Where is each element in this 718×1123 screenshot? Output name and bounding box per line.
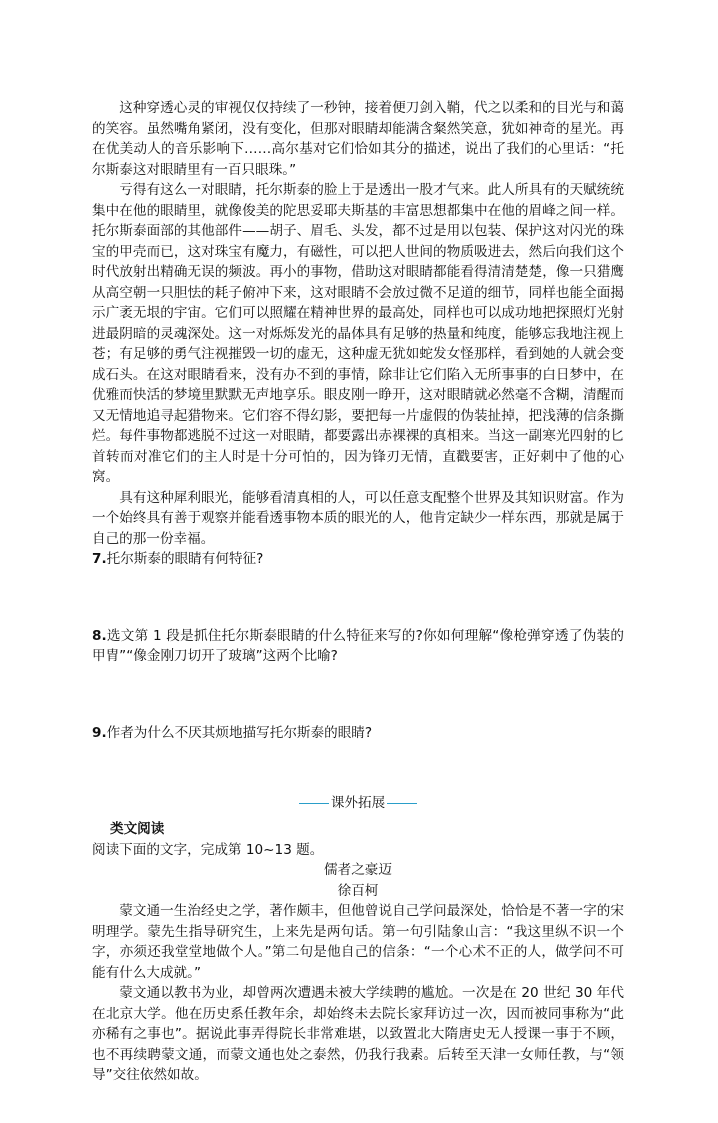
article-title: 儒者之豪迈 xyxy=(324,862,392,878)
article-paragraph-1: 蒙文通一生治经史之学，著作颇丰，但他曾说自己学问最深处，恰恰是不著一字的宋明理学。蒙先生指导研究生，上来先是两句话。第一句引陆象山言：“我这里纵不识一个字，亦须还我堂堂地做个人。”第二句是他自己的信条：“一个心术不正的人，做学问不可能有什么大成就。” xyxy=(92,903,624,981)
question-9 xyxy=(92,723,624,744)
passage-paragraph-1: 这种穿透心灵的审视仅仅持续了一秒钟，接着便刀剑入鞘，代之以柔和的目光与和蔼的笑容。虽然嘴角紧闭，没有变化，但那对眼睛却能满含粲然笑意，犹如神奇的星光。再在优美动人的音乐影响下……高尔基对它们恰如其分的描述，说出了我们的心里话：“托尔斯泰这对眼睛里有一百只眼珠。” xyxy=(92,100,624,178)
section-instruction: 阅读下面的文字，完成第 10~13 题。 xyxy=(92,841,324,858)
question-9-text: 作者为什么不厌其烦地描写托尔斯泰的眼睛? xyxy=(106,724,373,741)
article-author: 徐百柯 xyxy=(337,882,379,899)
question-7-text: 托尔斯泰的眼睛有何特征? xyxy=(106,551,264,567)
question-9-number: 9. xyxy=(92,724,107,741)
question-8-number: 8. xyxy=(92,627,107,644)
section-header-right-line xyxy=(387,803,417,804)
passage-paragraph-3: 具有这种犀利眼光，能够看清真相的人，可以任意支配整个世界及其知识财富。作为一个始终具有善于观察并能看透事物本质的眼光的人，他肯定缺少一样东西，那就是属于自己的那一份幸福。 xyxy=(92,489,624,547)
document-content xyxy=(92,98,624,1086)
section-header-text: 课外拓展 xyxy=(330,794,386,811)
question-8 xyxy=(92,626,624,667)
section-header xyxy=(92,793,624,813)
section-subheading: 类文阅读 xyxy=(110,821,165,837)
question-7 xyxy=(92,549,624,570)
article-paragraph-2: 蒙文通以教书为业，却曾两次遭遇未被大学续聘的尴尬。一次是在 20 世纪 30 年代在北京大学。他在历史系任教年余，却始终未去院长家拜访过一次，因而被同事称为“此亦稀有之事也”。据说此事弄得院长非常难堪，以致置北大隋唐史无人授课一事于不顾，也不再续聘蒙文通，而蒙文通也处之泰然，仍我行我素。后转至天津一女师任教，与“领导”交往依然如故。 xyxy=(92,985,624,1083)
section-header-left-line xyxy=(299,803,329,804)
question-7-number: 7. xyxy=(92,551,107,567)
passage-paragraph-2: 亏得有这么一对眼睛，托尔斯泰的脸上于是透出一股才气来。此人所具有的天赋统统集中在他的眼睛里，就像俊美的陀思妥耶夫斯基的丰富思想都集中在他的眉峰之间一样。托尔斯泰面部的其他部件——胡子、眉毛、头发，都不过是用以包装、保护这对闪光的珠宝的甲壳而已，这对珠宝有魔力，有磁性，可以把人世间的物质吸进去，然后向我们这个时代放射出精确无误的频波。再小的事物，借助这对眼睛都能看得清清楚楚，像一只猎鹰从高空朝一只胆怯的耗子俯冲下来，这对眼睛不会放过微不足道的细节，同样也能全面揭示广袤无垠的宇宙。它们可以照耀在精神世界的最高处，同样也可以成功地把探照灯光射进最阴暗的灵魂深处。这一对烁烁发光的晶体具有足够的热量和纯度，能够忘我地注视上苍；有足够的勇气注视摧毁一切的虚无，这种虚无犹如蛇发女怪那样，看到她的人就会变成石头。在这对眼睛看来，没有办不到的事情，除非让它们陷入无所事事的白日梦中，在优雅而快活的梦境里默默无声地享乐。眼皮刚一睁开，这对眼睛就必然毫不含糊，清醒而又无情地追寻起猎物来。它们容不得幻影，要把每一片虚假的伪装扯掉，把浅薄的信条撕烂。每件事物都逃脱不过这一对眼睛，都要露出赤裸裸的真相来。当这一副寒光四射的匕首转而对准它们的主人时是十分可怕的，因为锋刃无情，直戳要害，正好刺中了他的心窝。 xyxy=(92,182,624,485)
question-8-text: 选文第 1 段是抓住托尔斯泰眼睛的什么特征来写的?你如何理解“像枪弹穿透了伪装的甲胄”“像金刚刀切开了玻璃”这两个比喻? xyxy=(92,627,624,664)
